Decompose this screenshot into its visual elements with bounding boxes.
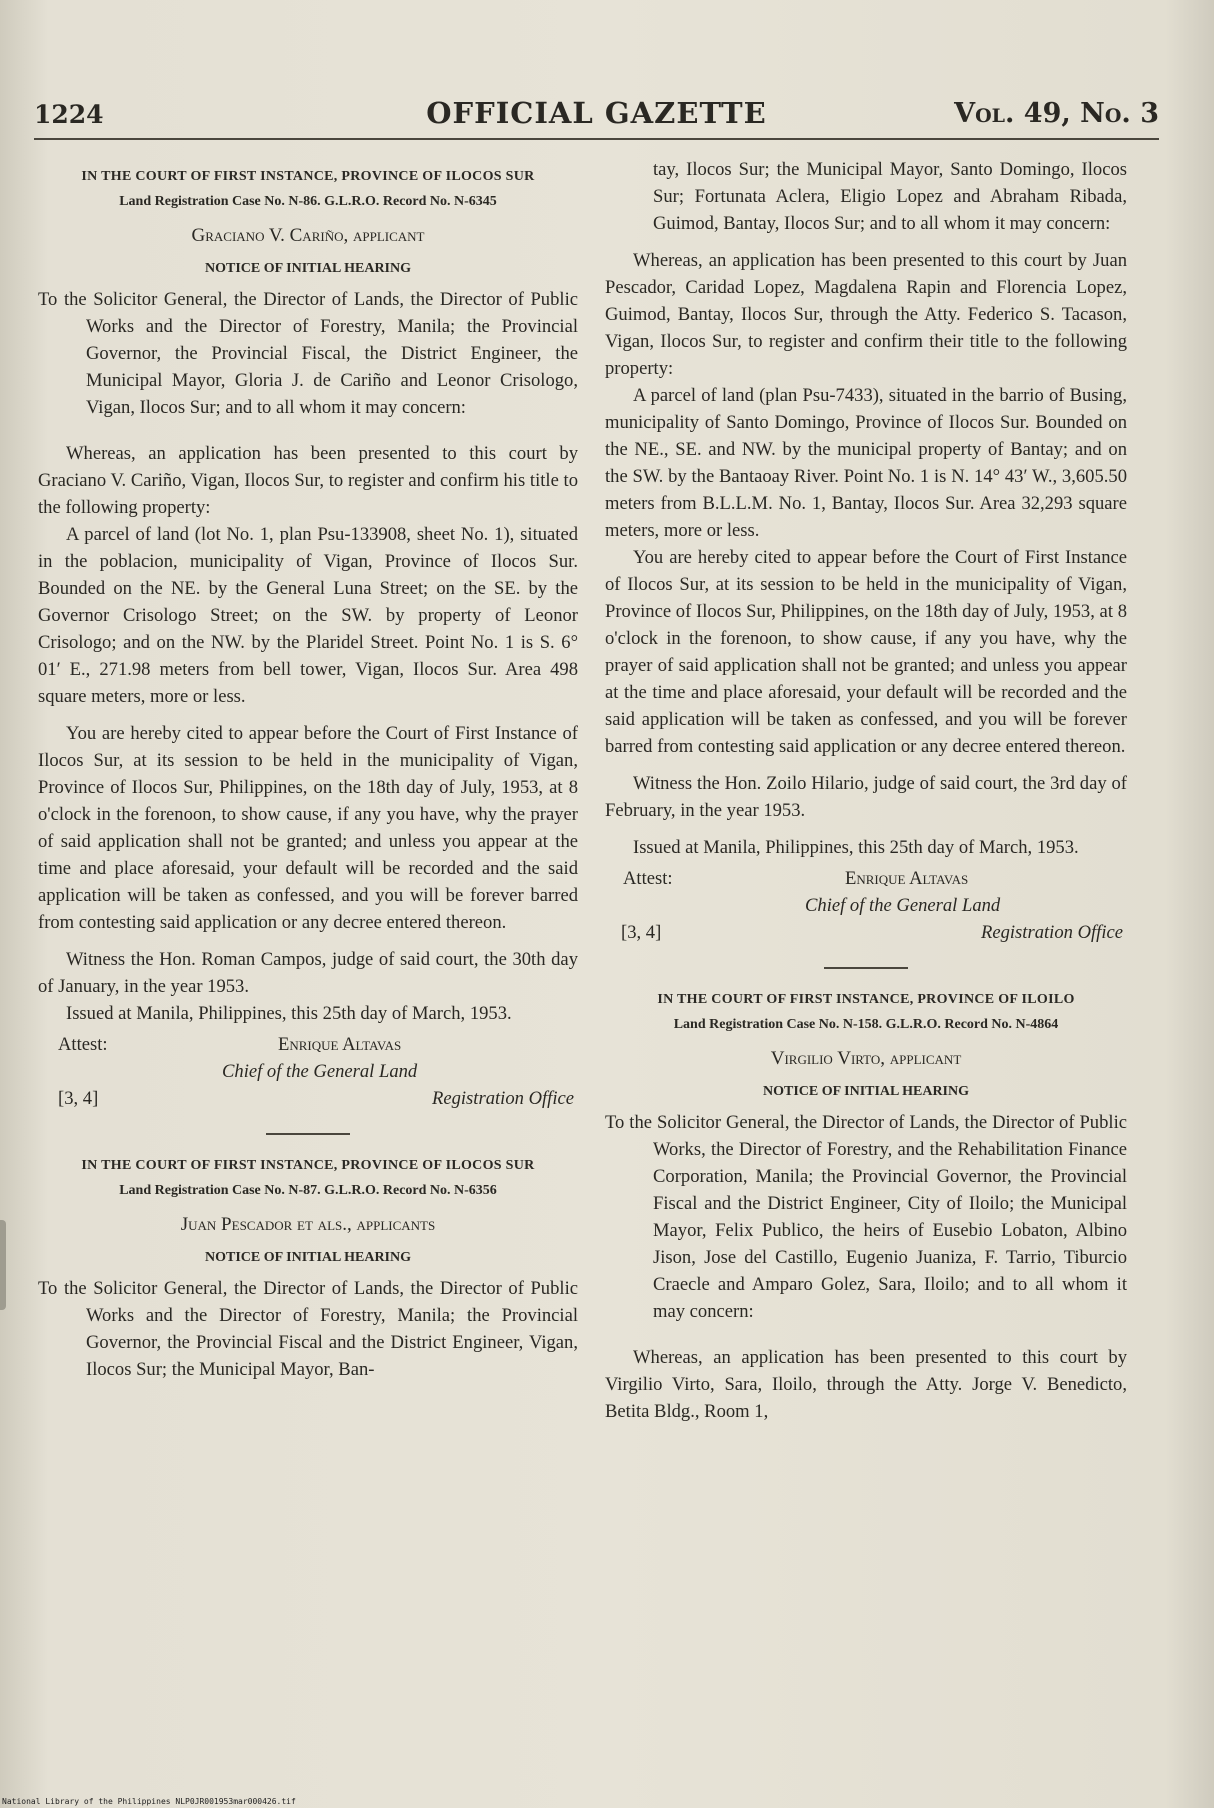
court-heading: IN THE COURT OF FIRST INSTANCE, PROVINCE OF ILOILO [657,992,1075,1007]
court-heading: IN THE COURT OF FIRST INSTANCE, PROVINCE OF ILOCOS SUR [81,1157,535,1173]
notice-virto [605,991,1127,1425]
notice-address-continued: tay, Ilocos Sur; the Municipal Mayor, Santo Domingo, Ilocos Sur; Fortunata Aclera, Eligio Lopez and Abraham Ribada, Guimod, Bantay, Ilocos Sur; and to all whom it may concern: [653,159,1127,234]
notice-separator [266,1133,350,1135]
attest-label: Attest: [623,868,673,889]
paragraph: A parcel of land (lot No. 1, plan Psu-133908, sheet No. 1), situated in the poblacion, municipality of Vigan, Province of Ilocos Sur. Bounded on the NE. by the General Luna Street; on the SE. by the Governor Crisologo Street; on the SW. by property of Leonor Crisologo; and on the NW. by the Plaridel Street. Point No. 1 is S. 6° 01′ E., 271.98 meters from bell tower, Vigan, Ilocos Sur. Area 498 square meters, more or less. [38,523,578,707]
issue-reference: [3, 4] [58,1087,99,1109]
signatory-office: Registration Office [431,1087,574,1109]
paragraph: Whereas, an application has been presented to this court by Graciano V. Cariño, Vigan, Ilocos Sur, to register and confirm his title to the following property: [38,442,578,518]
case-number: Land Registration Case No. N-158. G.L.R.O. Record No. N-4864 [673,1017,1059,1032]
paragraph: A parcel of land (plan Psu-7433), situated in the barrio of Busing, municipality of Santo Domingo, Province of Ilocos Sur. Bounded on the NE., SE. and NW. by the municipal property of Bantay; and on the SW. by the Bantaoay River. Point No. 1 is N. 14° 43′ W., 3,605.50 meters from B.L.L.M. No. 1, Bantay, Ilocos Sur. Area 32,293 square meters, more or less. [605,385,1127,541]
issue-reference: [3, 4] [621,922,662,943]
paragraph: Issued at Manila, Philippines, this 25th day of March, 1953. [66,1002,512,1024]
notice-pescador-continued [605,156,1127,951]
left-column [38,168,578,1401]
notice-carino [38,168,578,1117]
paragraph: Witness the Hon. Zoilo Hilario, judge of said court, the 3rd day of February, in the year 1953. [605,773,1127,821]
applicant-name: Juan Pescador et als., applicants [180,1213,436,1235]
signatory-office: Registration Office [980,922,1123,943]
right-column [605,156,1127,1425]
scan-source-line: National Library of the Philippines NLP0JR001953mar000426.tif [2,1797,296,1806]
attest-label: Attest: [58,1033,108,1055]
signatory-name: Enrique Altavas [845,868,969,889]
paragraph: You are hereby cited to appear before the Court of First Instance of Ilocos Sur, at its session to be held in the municipality of Vigan, Province of Ilocos Sur, Philippines, on the 18th day of July, 1953, at 8 o'clock in the forenoon, to show cause, if any you have, why the prayer of said application shall not be granted; and unless you appear at the time and place aforesaid, your default will be recorded and the said application will be taken as confessed, and you will be forever barred from contesting said application or any decree entered thereon. [605,547,1127,757]
notice-title: NOTICE OF INITIAL HEARING [762,1084,970,1099]
signatory-title: Chief of the General Land [222,1060,418,1082]
notice-title: NOTICE OF INITIAL HEARING [204,261,412,276]
page-header [34,94,1159,132]
signatory-title: Chief of the General Land [805,895,1001,916]
notice-pescador [38,1157,578,1383]
court-heading: IN THE COURT OF FIRST INSTANCE, PROVINCE OF ILOCOS SUR [81,169,535,184]
attestation-block [38,1031,578,1117]
case-number: Land Registration Case No. N-87. G.L.R.O. Record No. N-6356 [119,1182,497,1198]
signatory-name: Enrique Altavas [278,1033,402,1055]
paragraph: Issued at Manila, Philippines, this 25th day of March, 1953. [633,837,1079,858]
notice-separator [824,967,908,969]
notice-title: NOTICE OF INITIAL HEARING [204,1249,412,1265]
paragraph: Witness the Hon. Roman Campos, judge of said court, the 30th day of January, in the year 1953. [38,948,578,997]
scan-edge-shadow [0,1220,6,1310]
paragraph: You are hereby cited to appear before the Court of First Instance of Ilocos Sur, at its session to be held in the municipality of Vigan, Province of Ilocos Sur, Philippines, on the 18th day of July, 1953, at 8 o'clock in the forenoon, to show cause, if any you have, why the prayer of said application shall not be granted; and unless you appear at the time and place aforesaid, your default will be recorded and the said application will be taken as confessed, and you will be forever barred from contesting said application or any decree entered thereon. [38,722,578,933]
notice-address: To the Solicitor General, the Director of Lands, the Director of Public Works and the Director of Forestry, Manila; the Provincial Governor, the Provincial Fiscal, the District Engineer, the Municipal Mayor, Gloria J. de Cariño and Leonor Crisologo, Vigan, Ilocos Sur; and to all whom it may concern: [38,289,578,418]
notice-address: To the Solicitor General, the Director of Lands, the Director of Public Works, the Director of Forestry, and the Rehabilitation Finance Corporation, Manila; the Provincial Governor, the Provincial Fiscal and the District Engineer, City of Iloilo; the Municipal Mayor, Felix Publico, the heirs of Eusebio Lobaton, Albino Jison, Jose del Castillo, Eugenio Juaniza, F. Tarrio, Tiburcio Craecle and Amparo Golez, Sara, Iloilo; and to all whom it may concern: [605,1112,1127,1322]
publication-title: OFFICIAL GAZETTE [426,96,767,130]
paragraph: Whereas, an application has been presented to this court by Virgilio Virto, Sara, Iloilo, through the Atty. Jorge V. Benedicto, Betita Bldg., Room 1, [605,1346,1127,1422]
header-rule [34,138,1159,140]
volume-number: Vol. 49, No. 3 [954,98,1159,129]
applicant-name: Graciano V. Cariño, applicant [191,225,425,246]
page-number: 1224 [34,100,104,129]
case-number: Land Registration Case No. N-86. G.L.R.O. Record No. N-6345 [119,194,497,209]
applicant-name: Virgilio Virto, applicant [770,1048,962,1069]
notice-address: To the Solicitor General, the Director of Lands, the Director of Public Works and the Director of Forestry, Manila; the Provincial Governor, the Provincial Fiscal and the District Engineer, Vigan, Ilocos Sur; the Municipal Mayor, Ban- [38,1277,578,1380]
attestation-block [605,865,1127,951]
paragraph: Whereas, an application has been presented to this court by Juan Pescador, Caridad Lopez, Magdalena Rapin and Florencia Lopez, Guimod, Bantay, Ilocos Sur, through the Atty. Federico S. Tacason, Vigan, Ilocos Sur, to register and confirm their title to the following property: [605,250,1127,379]
